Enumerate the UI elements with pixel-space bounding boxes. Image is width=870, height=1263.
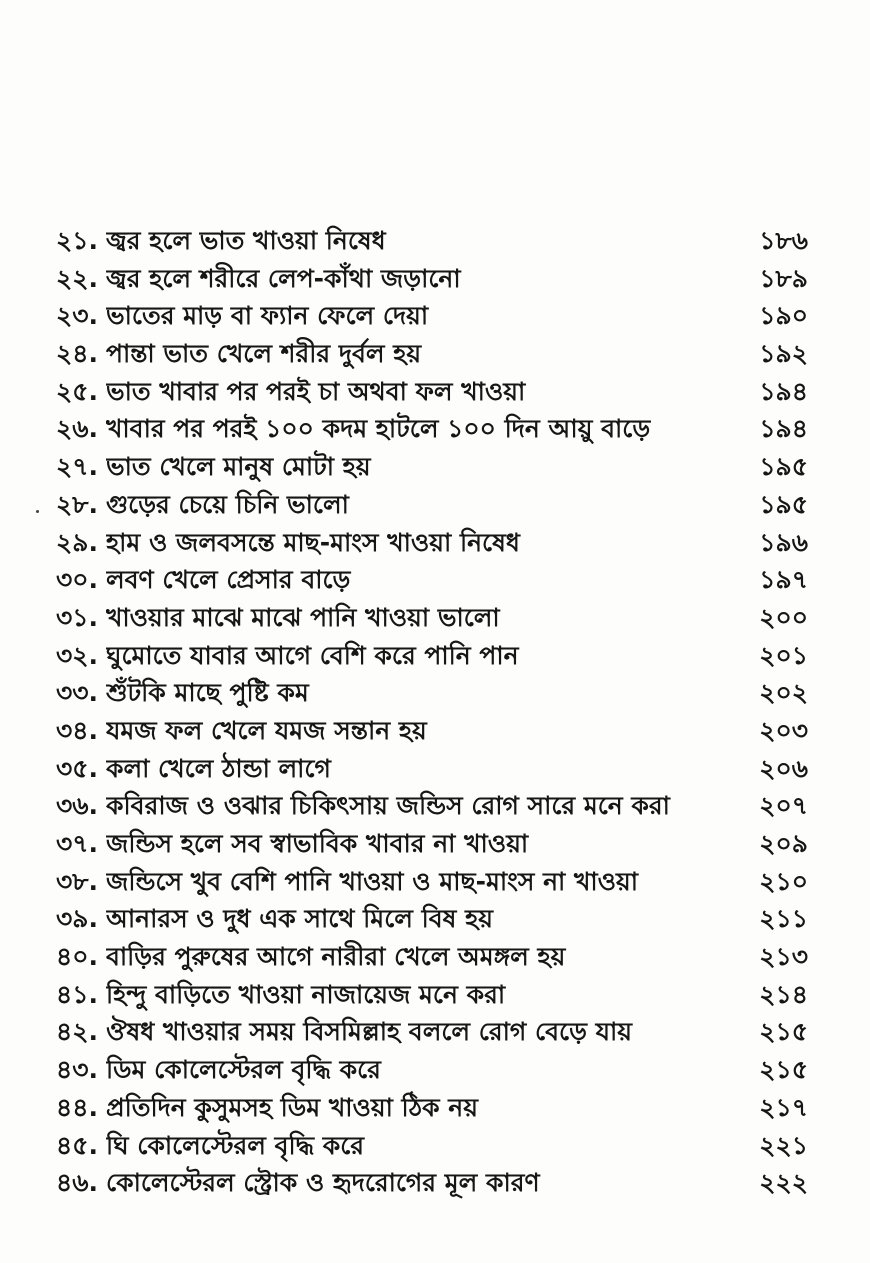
toc-entry-page: ১৯৬ [759, 527, 808, 557]
toc-entry-title: জন্ডিস হলে সব স্বাভাবিক খাবার না খাওয়া [106, 829, 529, 858]
toc-entry-number: ৪৩. [56, 1055, 98, 1085]
toc-entry-page: ২১৫ [759, 1017, 808, 1047]
toc-entry-page: ২১৪ [759, 979, 808, 1009]
toc-entry-title: আনারস ও দুধ এক সাথে মিলে বিষ হয় [105, 904, 493, 934]
toc-entry-page: ১৯৪ [759, 376, 808, 406]
toc-entry-page: ২১১ [759, 904, 808, 934]
toc-entry [56, 448, 808, 486]
toc-entry [56, 297, 808, 335]
toc-entry-title: বাড়ির পুরুষের আগে নারীরা খেলে অমঙ্গল হয় [105, 942, 566, 972]
toc-entry-page: ১৯২ [759, 339, 808, 369]
toc-entry-number: ২৬. [56, 414, 99, 444]
toc-entry-title: জন্ডিসে খুব বেশি পানি খাওয়া ও মাছ-মাংস না খাওয়া [105, 866, 639, 896]
toc-entry-number: ৩৯. [56, 904, 98, 934]
toc-entry-number: ২৮. [56, 489, 98, 519]
toc-entry [56, 750, 808, 788]
toc-entry [56, 561, 808, 599]
toc-entry-number: ৪২. [56, 1017, 98, 1047]
toc-entry-page: ১৯৪ [759, 414, 808, 444]
toc-entry-page: ২২২ [759, 1168, 808, 1198]
toc-entry [56, 787, 808, 825]
toc-entry [56, 1051, 808, 1089]
toc-entry-page: ২০০ [759, 602, 808, 632]
toc-entry-title: খাবার পর পরই ১০০ কদম হাটলে ১০০ দিন আয়ু বাড়ে [106, 414, 651, 444]
toc-entry-title: প্রতিদিন কুসুমসহ ডিম খাওয়া ঠিক নয় [105, 1092, 478, 1122]
toc-entry [56, 222, 808, 260]
toc-entry-number: ২৯. [56, 527, 98, 557]
toc-entry-number: ৩৩. [56, 678, 99, 708]
toc-entry-page: ২০৯ [759, 829, 808, 858]
toc-entry-title: হাম ও জলবসন্তে মাছ-মাংস খাওয়া নিষেধ [105, 527, 520, 557]
toc-entry-number: ৪৫. [56, 1130, 98, 1160]
toc-entry-title: লবণ খেলে প্রেসার বাড়ে [106, 565, 351, 595]
toc-entry-title: ডিম কোলেস্টেরল বৃদ্ধি করে [105, 1055, 381, 1085]
toc-entry-title: হিন্দু বাড়িতে খাওয়া নাজায়েজ মনে করা [105, 979, 506, 1009]
toc-entry-number: ৪৬. [56, 1168, 98, 1198]
toc-entry-page: ২১০ [759, 866, 808, 896]
toc-entry [56, 486, 808, 524]
toc-entry-number: ২২. [56, 263, 99, 293]
toc-entry [56, 1013, 808, 1051]
toc-entry [56, 938, 808, 976]
toc-entry-page: ২১৩ [759, 942, 808, 972]
toc-entry-number: ২৪. [56, 339, 98, 369]
toc-entry [56, 712, 808, 750]
toc-entry-title: শুঁটকি মাছে পুষ্টি কম [106, 678, 309, 708]
toc-entry [56, 674, 808, 712]
toc-entry-number: ৩০. [56, 565, 99, 595]
toc-entry [56, 863, 808, 901]
toc-entry-title: কোলেস্টেরল স্ট্রোক ও হৃদরোগের মূল কারণ [105, 1168, 540, 1198]
toc-entry [56, 1127, 808, 1165]
toc-entry-page: ১৮৬ [759, 226, 808, 255]
toc-entry-page: ২০৭ [759, 791, 808, 821]
toc-entry-number: ৩৬. [56, 791, 99, 821]
toc-entry-page: ২১৭ [759, 1092, 808, 1122]
toc-entry [56, 373, 808, 411]
toc-entry-page: ২০৩ [759, 715, 808, 745]
toc-entry-page: ১৯৫ [759, 489, 808, 519]
toc-entry-title: ঘি কোলেস্টেরল বৃদ্ধি করে [105, 1130, 365, 1160]
table-of-contents [56, 222, 808, 1202]
toc-entry [56, 260, 808, 298]
toc-entry-number: ২৭. [56, 452, 99, 482]
toc-entry-page: ১৯৭ [759, 565, 808, 595]
toc-entry-title: ভাত খেলে মানুষ মোটা হয় [106, 452, 371, 482]
toc-entry-page: ১৮৯ [759, 263, 808, 293]
toc-entry-title: ঔষধ খাওয়ার সময় বিসমিল্লাহ বললে রোগ বেড়ে যায় [105, 1017, 632, 1047]
toc-entry-page: ২০৬ [759, 753, 808, 783]
toc-entry [56, 976, 808, 1014]
toc-entry-number: ২৫. [56, 376, 98, 406]
toc-entry-title: গুড়ের চেয়ে চিনি ভালো [105, 489, 349, 519]
toc-entry-title: যমজ ফল খেলে যমজ সন্তান হয় [105, 715, 427, 745]
toc-entry-page: ২২১ [759, 1130, 808, 1160]
toc-entry-number: ৩৮. [56, 866, 98, 896]
toc-entry-number: ৩৫. [56, 753, 98, 783]
toc-entry-title: কলা খেলে ঠান্ডা লাগে [105, 753, 331, 783]
toc-entry-number: ২১. [56, 226, 98, 255]
toc-entry [56, 1164, 808, 1202]
toc-entry-number: ৪৪. [56, 1092, 98, 1122]
toc-entry-page: ১৯৫ [759, 452, 808, 482]
toc-entry-title: জ্বর হলে ভাত খাওয়া নিষেধ [105, 226, 386, 255]
toc-entry-number: ৩৪. [56, 715, 98, 745]
toc-entry-title: কবিরাজ ও ওঝার চিকিৎসায় জন্ডিস রোগ সারে মনে করা [106, 791, 670, 821]
toc-entry-number: ৩২. [56, 640, 99, 670]
print-speck [36, 510, 39, 513]
toc-entry [56, 335, 808, 373]
toc-entry-title: পান্তা ভাত খেলে শরীর দুর্বল হয় [105, 339, 422, 369]
toc-entry-number: ৪০. [56, 942, 98, 972]
toc-entry-page: ২০১ [759, 640, 808, 670]
toc-entry-page: ২০২ [759, 678, 808, 708]
toc-entry [56, 900, 808, 938]
toc-entry-title: ভাত খাবার পর পরই চা অথবা ফল খাওয়া [105, 376, 526, 406]
toc-entry-page: ১৯০ [759, 301, 808, 331]
toc-entry [56, 825, 808, 863]
toc-entry-title: খাওয়ার মাঝে মাঝে পানি খাওয়া ভালো [105, 602, 500, 632]
toc-entry-title: জ্বর হলে শরীরে লেপ-কাঁথা জড়ানো [106, 263, 461, 293]
toc-entry [56, 599, 808, 637]
toc-entry-number: ৪১. [56, 979, 98, 1009]
toc-entry-number: ৩১. [56, 602, 98, 632]
toc-entry [56, 524, 808, 562]
toc-entry [56, 410, 808, 448]
toc-entry-number: ৩৭. [56, 829, 99, 858]
toc-entry-title: ভাতের মাড় বা ফ্যান ফেলে দেয়া [106, 301, 429, 331]
toc-entry [56, 1089, 808, 1127]
toc-entry-title: ঘুমোতে যাবার আগে বেশি করে পানি পান [106, 640, 519, 670]
toc-entry [56, 637, 808, 675]
toc-entry-number: ২৩. [56, 301, 99, 331]
toc-entry-page: ২১৫ [759, 1055, 808, 1085]
